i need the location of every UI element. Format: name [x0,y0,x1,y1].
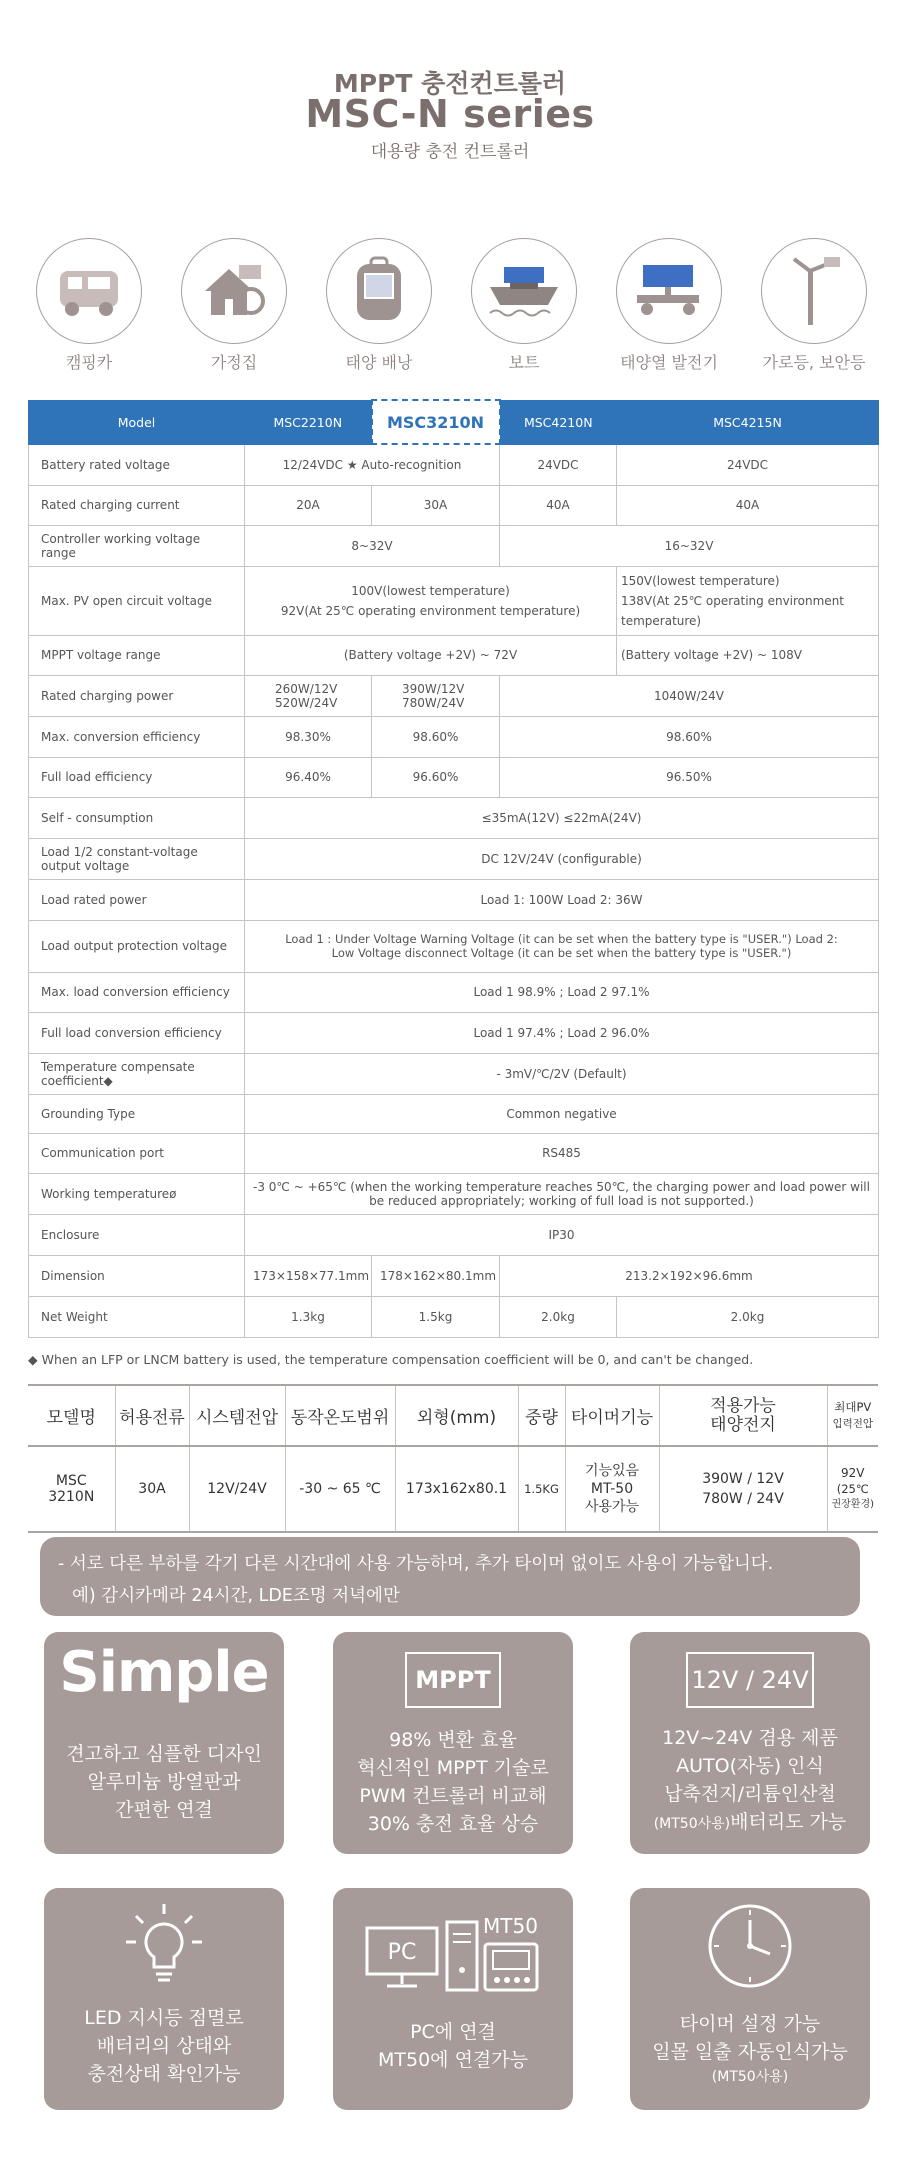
row-max-load-conversion: Max. load conversion efficiency Load 1 98.9% ; Load 2 97.1% [29,972,879,1012]
row-full-load-efficiency: Full load efficiency 96.40% 96.60% 96.50% [29,757,879,797]
mppt-badge: MPPT [405,1652,501,1708]
feature-12v-24v: 12V / 24V 12V~24V 겸용 제품 AUTO(자동) 인식 납축전지/리튬인산철 (MT50사용)배터리도 가능 [630,1632,870,1854]
row-working-temperature: Working temperatureø -3 0℃ ~ +65℃ (when the working temperature reaches 50℃, the charging power and load power will be reduced appropriately; working of full load is not supported.) [29,1173,879,1214]
title-line2: MSC-N series [305,92,595,136]
multi-load-banner: - 서로 다른 부하를 각기 다른 시간대에 사용 가능하며, 추가 타이머 없이도 사용이 가능합니다. 예) 감시카메라 24시간, LDE조명 저녁에만 [40,1537,860,1616]
light-bulb-icon [124,1902,204,1986]
row-rated-charging-current: Rated charging current 20A 30A 40A 40A [29,485,879,525]
simple-title: Simple [59,1640,269,1705]
house-icon [199,261,269,321]
model-msc2210n: MSC2210N [245,400,372,444]
row-controller-working-voltage: Controller working voltage range 8~32V 16~32V [29,525,879,566]
row-net-weight: Net Weight 1.3kg 1.5kg 2.0kg 2.0kg [29,1296,879,1337]
row-rated-charging-power: Rated charging power 260W/12V 520W/24V 390W/12V 780W/24V 1040W/24V [29,675,879,716]
mt50-label: MT50 [483,1914,538,1938]
feature-timer: 타이머 설정 가능 일몰 일출 자동인식가능 (MT50사용) [630,1888,870,2110]
row-battery-rated-voltage: Battery rated voltage 12/24VDC ★ Auto-recognition 24VDC 24VDC [29,444,879,485]
pc-label: PC [387,1940,417,1965]
app-backpack: 태양 배낭 [326,238,432,373]
row-load-output-protection: Load output protection voltage Load 1 : Under Voltage Warning Voltage (it can be set when the battery type is "USER.") Load 2: Low Voltage disconnect Voltage (it can be set when the battery type is "USER.") [29,920,879,972]
row-self-consumption: Self - consumption ≤35mA(12V) ≤22mA(24V) [29,797,879,838]
lfp-note: ◆ When an LFP or LNCM battery is used, the temperature compensation coefficient will be 0, and can't be changed. [28,1352,754,1367]
model-msc4210n: MSC4210N [500,400,617,444]
spec-table [28,399,879,1338]
summary-value-row: MSC 3210N 30A 12V/24V -30 ~ 65 ℃ 173x162x80.1 1.5KG 기능있음 MT-50 사용가능 390W / 12V 780W / 24V 92V (25℃ 권장환경) [28,1446,878,1532]
row-enclosure: Enclosure IP30 [29,1214,879,1255]
row-temperature-compensate: Temperature compensate coefficient◆ - 3mV/℃/2V (Default) [29,1053,879,1094]
camper-van-icon [54,261,124,321]
app-house: 가정집 [181,238,287,373]
summary-header-row: 모델명 허용전류 시스템전압 동작온도범위 외형(mm) 중량 타이머기능 적용가능 태양전지 최대PV 입력전압 [28,1385,878,1446]
tower-pc-icon [445,1920,479,1992]
app-camper: 캠핑카 [36,238,142,373]
model-msc3210n-selected: MSC3210N [372,400,500,444]
row-max-conversion-efficiency: Max. conversion efficiency 98.30% 98.60% 98.60% [29,716,879,757]
app-streetlight: 가로등, 보안등 [761,238,867,373]
street-light-icon [784,255,844,327]
solar-backpack-icon [349,256,409,326]
row-communication-port: Communication port RS485 [29,1133,879,1173]
feature-simple: Simple 견고하고 심플한 디자인 알루미늄 방열판과 간편한 연결 [44,1632,284,1854]
feature-mppt: MPPT 98% 변환 효율 혁신적인 MPPT 기술로 PWM 컨트롤러 비교해 30% 충전 효율 상승 [333,1632,573,1854]
subtitle: 대용량 충전 컨트롤러 [370,142,530,162]
row-full-load-conversion: Full load conversion efficiency Load 1 97.4% ; Load 2 96.0% [29,1012,879,1053]
summary-table [28,1384,878,1533]
model-msc4215n: MSC4215N [617,400,879,444]
row-max-pv-open-circuit: Max. PV open circuit voltage 100V(lowest temperature) 92V(At 25℃ operating environment temperature) 150V(lowest temperature) 138V(At 25℃ operating environment temperature) [29,566,879,635]
solar-generator-icon [629,261,709,321]
clock-icon [706,1902,794,1990]
row-load-rated-power: Load rated power Load 1: 100W Load 2: 36W [29,879,879,920]
title-line1: MPPT 충전컨트롤러 [333,69,567,98]
feature-pc-mt50: PC MT50 PC에 연결 MT50에 연결가능 [333,1888,573,2110]
app-boat: 보트 [471,238,577,373]
boat-icon [486,261,562,321]
row-mppt-voltage-range: MPPT voltage range (Battery voltage +2V) ~ 72V (Battery voltage +2V) ~ 108V [29,635,879,675]
model-label: Model [29,400,245,444]
row-load-constant-voltage: Load 1/2 constant-voltage output voltage DC 12V/24V (configurable) [29,838,879,879]
row-grounding-type: Grounding Type Common negative [29,1094,879,1133]
row-dimension: Dimension 173×158×77.1mm 178×162×80.1mm 213.2×192×96.6mm [29,1255,879,1296]
mt50-remote-icon [483,1942,539,1992]
feature-led: LED 지시등 점멸로 배터리의 상태와 충전상태 확인가능 [44,1888,284,2110]
app-generator: 태양열 발전기 [616,238,722,373]
spec-header-row [29,400,879,444]
voltage-badge: 12V / 24V [686,1652,814,1708]
